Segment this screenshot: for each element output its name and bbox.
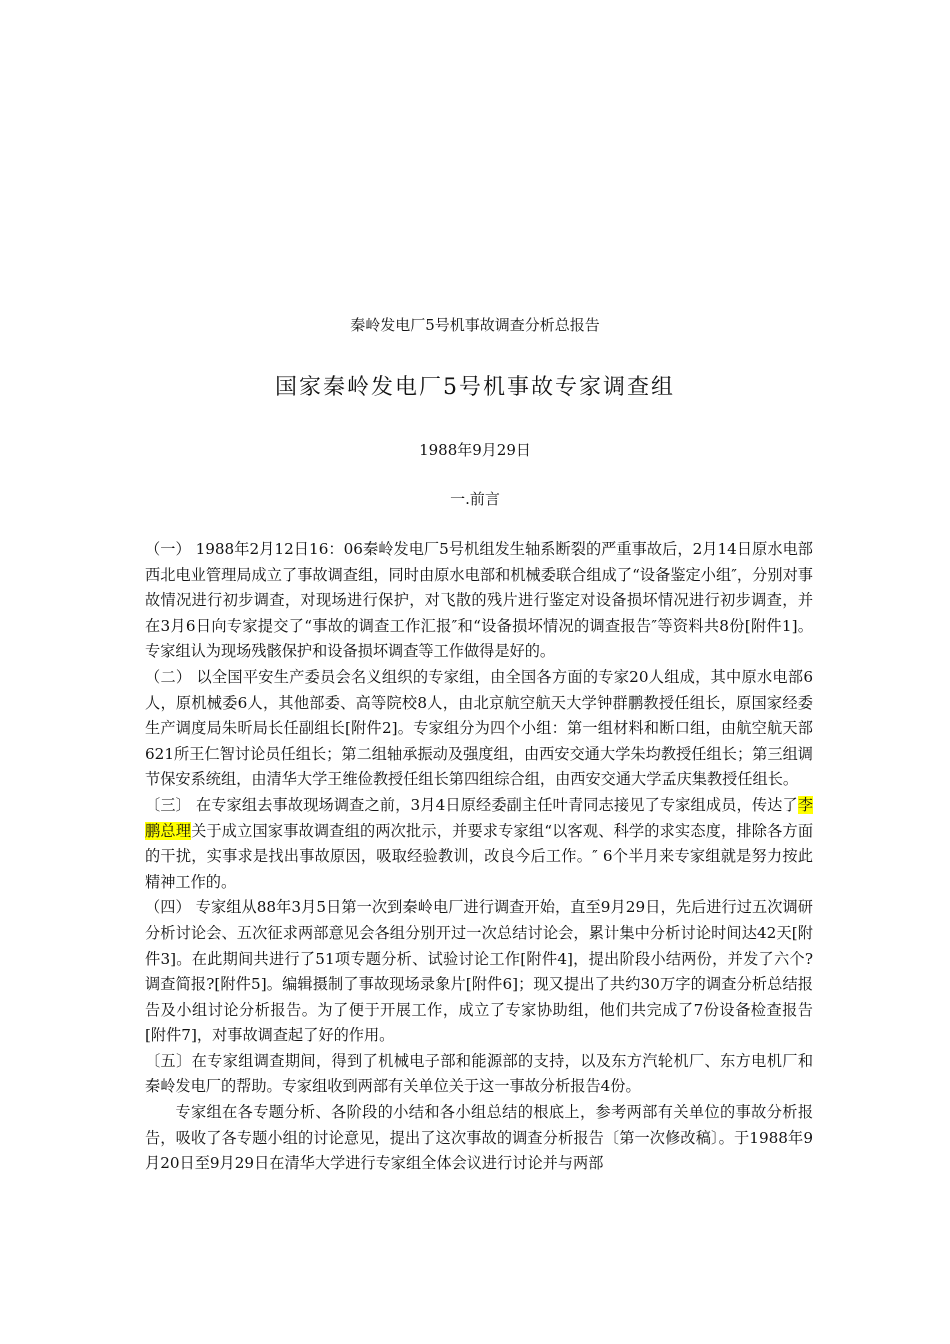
section-heading-preface: 一.前言 xyxy=(450,490,500,508)
paragraph-6: 专家组在各专题分析、各阶段的小结和各小组总结的根底上，参考两部有关单位的事故分析报告，吸收了各专题小组的讨论意见，提出了这次事故的调查分析报告〔第一次修改稿〕。于1988年9月20日至9月29日在清华大学进行专家组全体会议进行讨论并与两部 xyxy=(145,1103,813,1173)
highlighted-name: 李鹏总理 xyxy=(145,795,813,840)
paragraph-1: （一） 1988年2月12日16：06秦岭发电厂5号机组发生轴系断裂的严重事故后，2月14日原水电部西北电业管理局成立了事故调查组，同时由原水电部和机械委联合组成了“设备鉴定小组″，分别对事故情况进行初步调查，对现场进行保护，对飞散的残片进行鉴定对设备损坏情况进行初步调查，并在3月6日向专家提交了“事故的调查工作汇报″和“设备损坏情况的调查报告″等资料共8份[附件1]。专家组认为现场残骸保护和设备损坏调查等工作做得是好的。 xyxy=(145,540,813,661)
report-subtitle: 秦岭发电厂5号机事故调查分析总报告 xyxy=(350,316,600,334)
paragraph-3-text-after: 关于成立国家事故调查组的两次批示，并要求专家组“以客观、科学的求实态度，排除各方面的干扰，实事求是找出事故原因，吸取经验教训，改良今后工作。″ 6个半月来专家组就是努力按此精神工作的。 xyxy=(145,821,814,891)
paragraph-3-text-before: 〔三〕 在专家组去事故现场调查之前，3月4日原经委副主任叶青同志接见了专家组成员，传达了 xyxy=(145,795,798,814)
paragraph-2: （二） 以全国平安生产委员会名义组织的专家组，由全国各方面的专家20人组成，其中原水电部6人，原机械委6人，其他部委、高等院校8人，由北京航空航天大学钟群鹏教授任组长，原国家经委生产调度局朱昕局长任副组长[附件2]。专家组分为四个小组：第一组材料和断口组，由航空航天部621所王仁智讨论员任组长；第二组轴承振动及强度组，由西安交通大学朱均教授任组长；第三组调节保安系统组，由清华大学王维俭教授任组长第四组综合组，由西安交通大学孟庆集教授任组长。 xyxy=(145,667,813,789)
paragraph-3 xyxy=(145,793,813,895)
report-title: 国家秦岭发电厂5号机事故专家调查组 xyxy=(275,375,675,400)
report-date: 1988年9月29日 xyxy=(419,441,531,459)
report-body xyxy=(145,537,813,1177)
paragraph-5: 〔五〕在专家组调查期间，得到了机械电子部和能源部的支持，以及东方汽轮机厂、东方电机厂和秦岭发电厂的帮助。专家组收到两部有关单位关于这一事故分析报告4份。 xyxy=(145,1051,813,1096)
paragraph-4: （四） 专家组从88年3月5日第一次到秦岭电厂进行调查开始，直至9月29日，先后进行过五次调研分析讨论会、五次征求两部意见会各组分别开过一次总结讨论会，累计集中分析讨论时间达42天[附件3]。在此期间共进行了51项专题分析、试验讨论工作[附件4]，提出阶段小结两份，并发了六个?调查简报?[附件5]。编辑摄制了事故现场录象片[附件6]；现又提出了共约30万字的调查分析总结报告及小组讨论分析报告。为了便于开展工作，成立了专家协助组，他们共完成了7份设备检查报告[附件7]，对事故调查起了好的作用。 xyxy=(145,898,813,1045)
